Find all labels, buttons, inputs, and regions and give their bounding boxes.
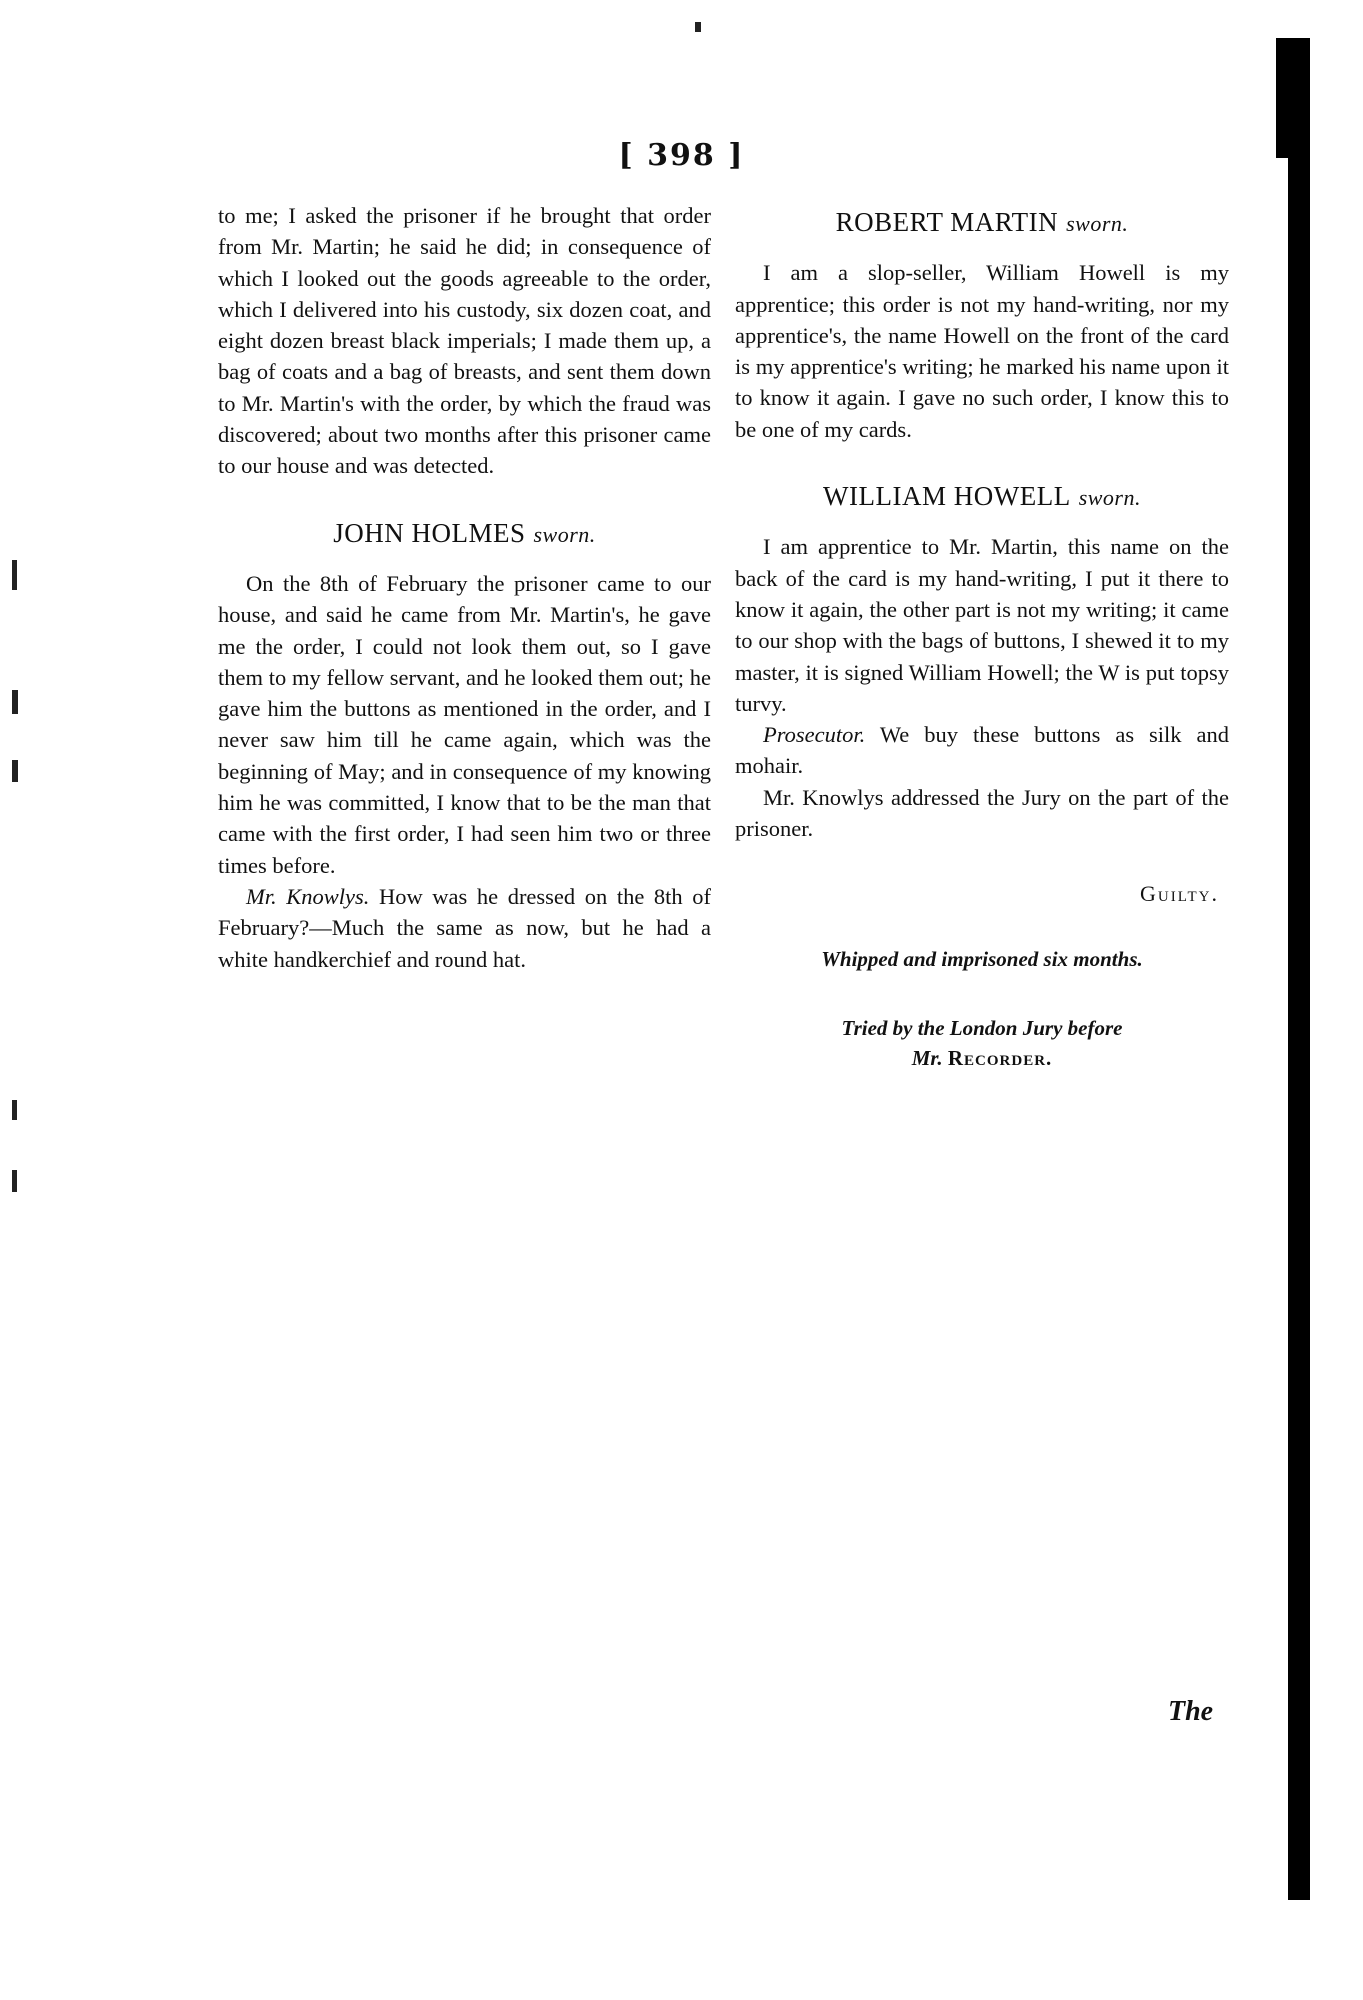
martin-testimony: I am a slop-seller, William Howell is my apprentice; this order is not my hand-writing, nor my apprentice's, the name Howell on the front of the card is my apprentice's writing; he marked his name upon it to know it again. I gave no such order, I know this to be one of my cards. <box>735 260 1229 442</box>
left-column <box>218 200 711 975</box>
catchword: The <box>1168 1696 1214 1727</box>
holmes-testimony: On the 8th of February the prisoner came to our house, and said he came from Mr. Martin's, he gave me the order, I could not look them out, so I gave them to my fellow servant, and he looked them out; he gave him the buttons as mentioned in the order, and I never saw him till he came again, which was the beginning of May; and in consequence of my knowing him he was committed, I know that to be the man that came with the first order, I had seen him two or three times before. <box>218 570 711 878</box>
question-speaker: Mr. Knowlys. <box>246 883 370 909</box>
question-text: How was he dressed on the 8th of February?—Much the same as now, but he had a white handkerchief and round hat. <box>218 883 712 972</box>
scan-speck <box>12 690 18 714</box>
scan-speck <box>12 1170 17 1192</box>
prosecutor-label: Prosecutor. <box>763 722 866 748</box>
prosecutor-statement <box>735 719 1229 782</box>
tried-prefix: Mr. <box>911 1045 943 1070</box>
recorder-name: Recorder. <box>947 1045 1053 1070</box>
binding-edge-bar <box>1288 40 1310 1900</box>
witness-heading-martin <box>735 207 1229 239</box>
prosecutor-text: We buy these buttons as silk and mohair. <box>735 722 1230 779</box>
sworn-label: sworn. <box>533 521 596 547</box>
tried-before <box>735 1013 1229 1073</box>
witness-name: ROBERT MARTIN <box>835 207 1059 237</box>
scan-speck <box>695 22 701 32</box>
verdict: Guilty. <box>1140 881 1219 907</box>
opening-paragraph: to me; I asked the prisoner if he brought that order from Mr. Martin; he said he did; in consequence of which I looked out the goods agreeable to the order, which I delivered into his custody, six dozen coat, and eight dozen breast black imperials; I made them up, a bag of coats and a bag of breasts, and sent them down to Mr. Martin's with the order, by which the fraud was discovered; about two months after this prisoner came to our house and was detected. <box>218 203 711 479</box>
defence-address: Mr. Knowlys addressed the Jury on the part of the prisoner. <box>735 784 1229 842</box>
tried-line-1: Tried by the London Jury before <box>841 1015 1123 1040</box>
tried-line-2 <box>735 1043 1229 1073</box>
howell-testimony: I am apprentice to Mr. Martin, this name on the back of the card is my hand-writing, I put it there to know it again, the other part is not my writing; it came to our shop with the bags of buttons, I shewed it to my master, it is signed William Howell; the W is put topsy turvy. <box>735 534 1229 716</box>
cross-examination <box>218 881 711 975</box>
witness-heading-howell <box>735 481 1229 513</box>
scan-speck <box>12 560 17 590</box>
sworn-label: sworn. <box>1078 485 1141 511</box>
page-number: [ 398 ] <box>618 138 745 173</box>
witness-name: WILLIAM HOWELL <box>823 481 1071 512</box>
scan-speck <box>12 760 18 782</box>
sworn-label: sworn. <box>1066 211 1129 236</box>
scan-speck <box>12 1100 17 1120</box>
right-column <box>735 207 1229 1073</box>
sentence: Whipped and imprisoned six months. <box>821 946 1143 971</box>
witness-name: JOHN HOLMES <box>333 517 526 548</box>
witness-heading-holmes <box>218 518 711 550</box>
